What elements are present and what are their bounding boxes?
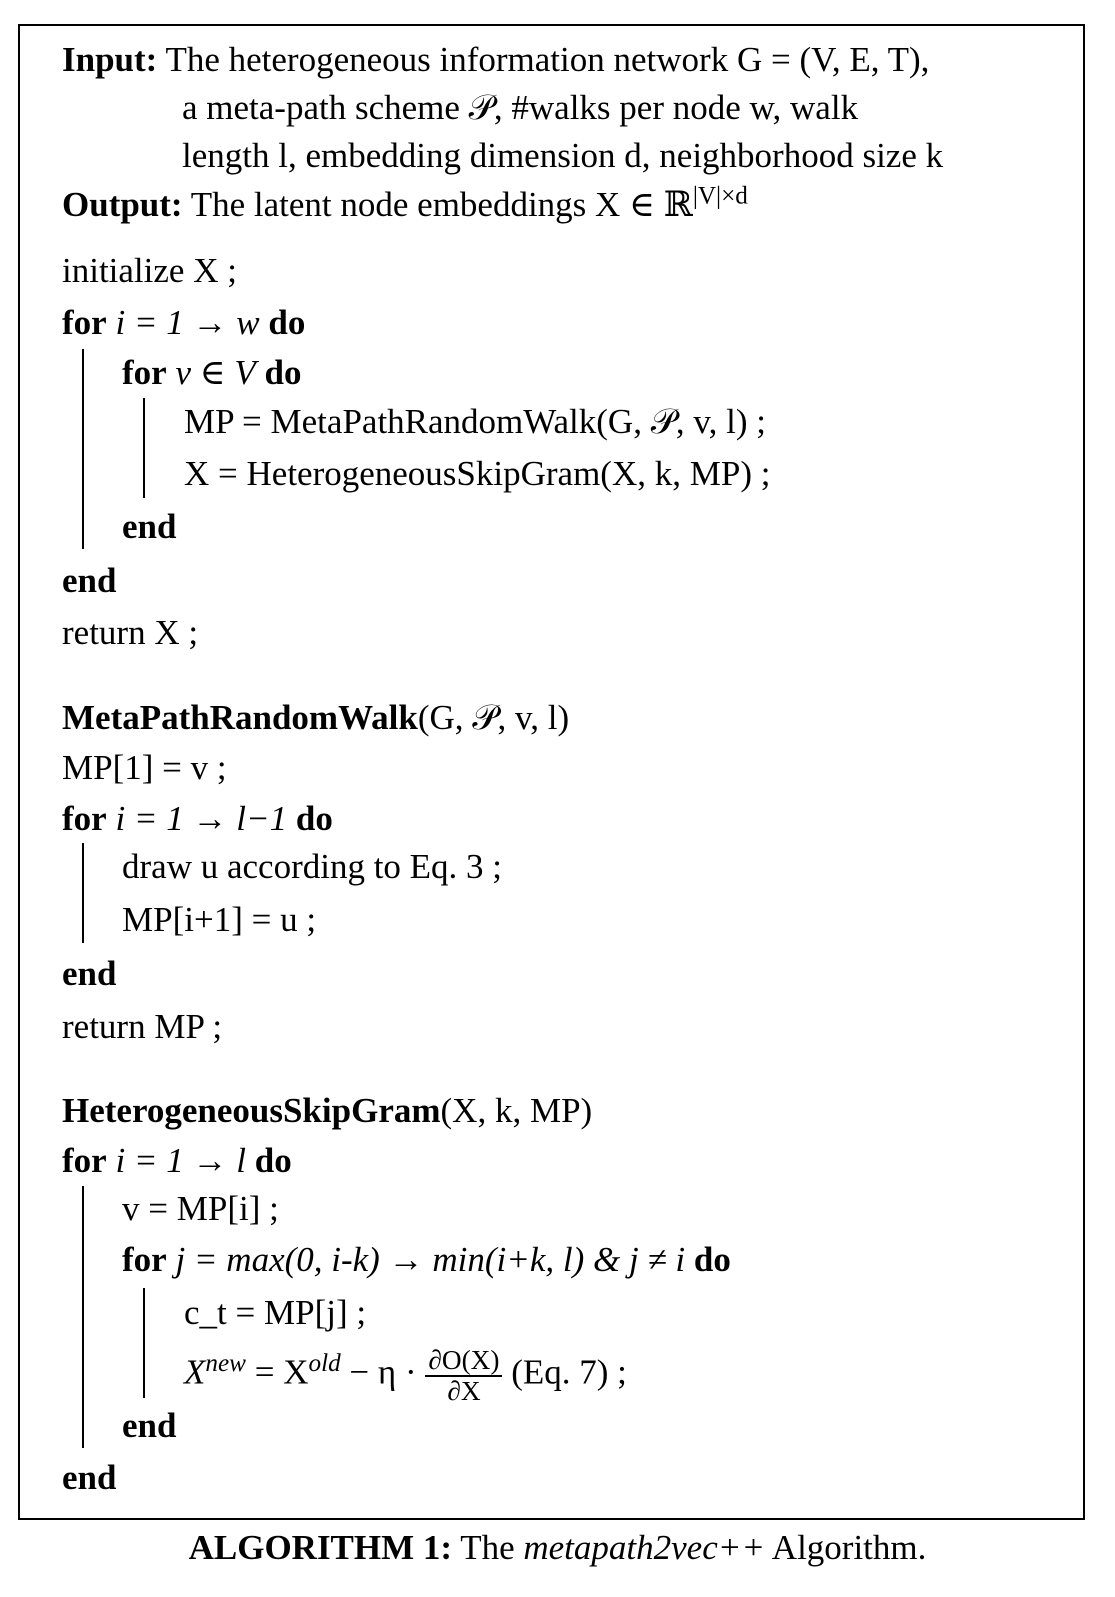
for-keyword: for bbox=[62, 1141, 107, 1180]
for-i-condition: i = 1 → w bbox=[115, 303, 260, 342]
end-line: end bbox=[122, 1406, 177, 1445]
for-v-condition: v ∈ V bbox=[175, 353, 256, 392]
indent-bar bbox=[82, 349, 84, 549]
input-line-1 bbox=[62, 38, 929, 82]
skipgram-header bbox=[62, 1089, 592, 1133]
for-j-condition: j = max(0, i-k) → min(i+k, l) & j ≠ i bbox=[175, 1240, 686, 1279]
output-text: The latent node embeddings X ∈ ℝ bbox=[190, 185, 693, 224]
for-v-line bbox=[122, 351, 302, 395]
end-line: end bbox=[122, 507, 177, 546]
for-keyword: for bbox=[122, 353, 167, 392]
skipgram-for-j-line bbox=[122, 1238, 731, 1282]
walk-assign-line: MP[i+1] = u ; bbox=[122, 900, 317, 939]
end-line: end bbox=[62, 1458, 117, 1497]
do-keyword: do bbox=[693, 1240, 731, 1279]
function-args: (X, k, MP) bbox=[440, 1091, 593, 1130]
walk-header bbox=[62, 696, 569, 740]
input-line-3: length l, embedding dimension d, neighborhood size k bbox=[182, 136, 944, 175]
indent-bar bbox=[143, 398, 145, 498]
for-condition: i = 1 → l bbox=[115, 1141, 247, 1180]
skipgram-update-line: $X^{new} = X^{old} - \eta$ · $\frac{\partial O(X)}{\partial X}$ (Eq. 7) ; bbox=[184, 1345, 627, 1406]
for-keyword: for bbox=[62, 799, 107, 838]
end-line: end bbox=[62, 561, 117, 600]
indent-bar bbox=[143, 1288, 145, 1398]
mp-assign-line: MP = MetaPathRandomWalk(G, 𝒫, v, l) ; bbox=[184, 402, 767, 441]
for-keyword: for bbox=[122, 1240, 167, 1279]
skipgram-ct-line: c_t = MP[j] ; bbox=[184, 1293, 367, 1332]
do-keyword: do bbox=[254, 1141, 292, 1180]
input-label: Input: bbox=[62, 40, 158, 79]
for-i-line bbox=[62, 301, 305, 345]
function-args: (G, 𝒫, v, l) bbox=[417, 698, 570, 737]
init-line: initialize X ; bbox=[62, 251, 237, 290]
do-keyword: do bbox=[264, 353, 302, 392]
return-line: return X ; bbox=[62, 613, 199, 652]
caption-label: ALGORITHM 1: bbox=[188, 1528, 453, 1567]
output-label: Output: bbox=[62, 185, 183, 224]
skipgram-for-line bbox=[62, 1139, 292, 1183]
partial-derivative-fraction: $\frac{\partial O(X)}{\partial X}$ bbox=[425, 1346, 502, 1405]
algorithm-caption: ALGORITHM 1: The metapath2vec++ Algorithm. bbox=[188, 1528, 927, 1567]
do-keyword: do bbox=[268, 303, 306, 342]
skipgram-v-line: v = MP[i] ; bbox=[122, 1189, 279, 1228]
input-line-2: a meta-path scheme 𝒫, #walks per node w, walk bbox=[182, 88, 859, 127]
walk-return-line: return MP ; bbox=[62, 1007, 223, 1046]
output-sup: |V|×d bbox=[692, 182, 748, 210]
function-name: HeterogeneousSkipGram bbox=[62, 1091, 441, 1130]
indent-bar bbox=[82, 1186, 84, 1448]
walk-for-line bbox=[62, 797, 333, 841]
output-line bbox=[62, 183, 748, 227]
input-text-1: The heterogeneous information network G = (V, E, T), bbox=[165, 40, 930, 79]
do-keyword: do bbox=[295, 799, 333, 838]
for-keyword: for bbox=[62, 303, 107, 342]
function-name: MetaPathRandomWalk bbox=[62, 698, 418, 737]
walk-draw-line: draw u according to Eq. 3 ; bbox=[122, 847, 503, 886]
indent-bar bbox=[82, 843, 84, 943]
for-condition: i = 1 → l−1 bbox=[115, 799, 288, 838]
walk-init-line: MP[1] = v ; bbox=[62, 748, 227, 787]
x-assign-line: X = HeterogeneousSkipGram(X, k, MP) ; bbox=[184, 454, 771, 493]
end-line: end bbox=[62, 954, 117, 993]
caption-method: metapath2vec++ bbox=[523, 1528, 765, 1567]
